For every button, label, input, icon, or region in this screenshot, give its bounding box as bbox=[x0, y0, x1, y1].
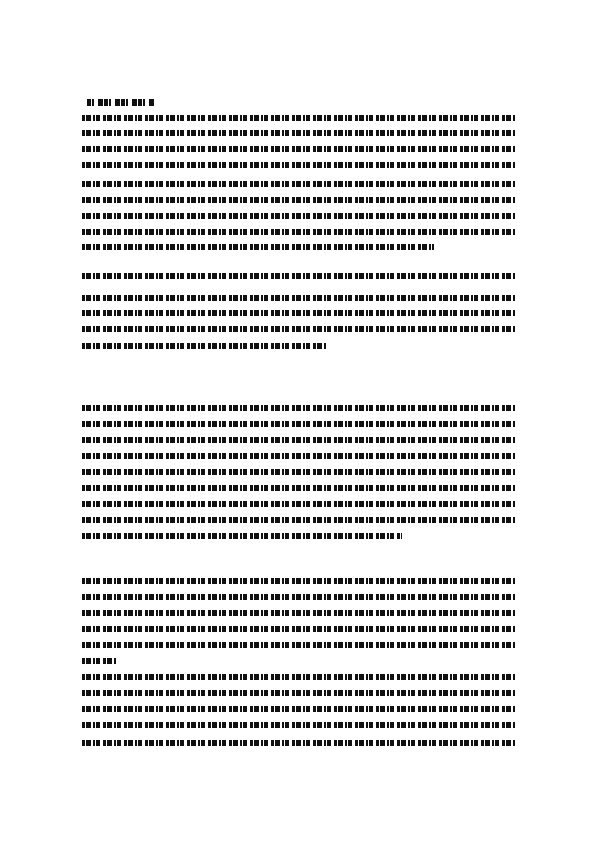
text-line bbox=[82, 146, 515, 152]
document-heading bbox=[87, 99, 155, 106]
text-line bbox=[82, 706, 515, 712]
text-line bbox=[82, 213, 515, 219]
text-line bbox=[82, 130, 515, 136]
text-line bbox=[82, 326, 515, 332]
text-line bbox=[82, 690, 515, 696]
text-line bbox=[82, 343, 326, 349]
text-line bbox=[82, 273, 515, 279]
text-line bbox=[82, 310, 515, 316]
text-line bbox=[82, 162, 515, 168]
text-line bbox=[82, 405, 515, 411]
text-line bbox=[82, 626, 515, 632]
text-line bbox=[82, 740, 515, 746]
text-line bbox=[82, 485, 515, 491]
text-line bbox=[82, 244, 434, 250]
text-line bbox=[82, 469, 515, 475]
text-line bbox=[82, 658, 116, 664]
text-line bbox=[82, 295, 515, 301]
text-line bbox=[82, 610, 515, 616]
text-line bbox=[82, 197, 515, 203]
text-line bbox=[82, 437, 515, 443]
text-line bbox=[82, 533, 402, 539]
text-line bbox=[82, 421, 515, 427]
text-line bbox=[82, 181, 515, 187]
text-line bbox=[82, 578, 515, 584]
text-line bbox=[82, 115, 515, 121]
text-line bbox=[82, 229, 515, 235]
text-line bbox=[82, 517, 515, 523]
text-line bbox=[82, 594, 515, 600]
text-line bbox=[82, 501, 515, 507]
text-line bbox=[82, 642, 515, 648]
text-line bbox=[82, 453, 515, 459]
text-line bbox=[82, 722, 515, 728]
text-line bbox=[82, 674, 515, 680]
